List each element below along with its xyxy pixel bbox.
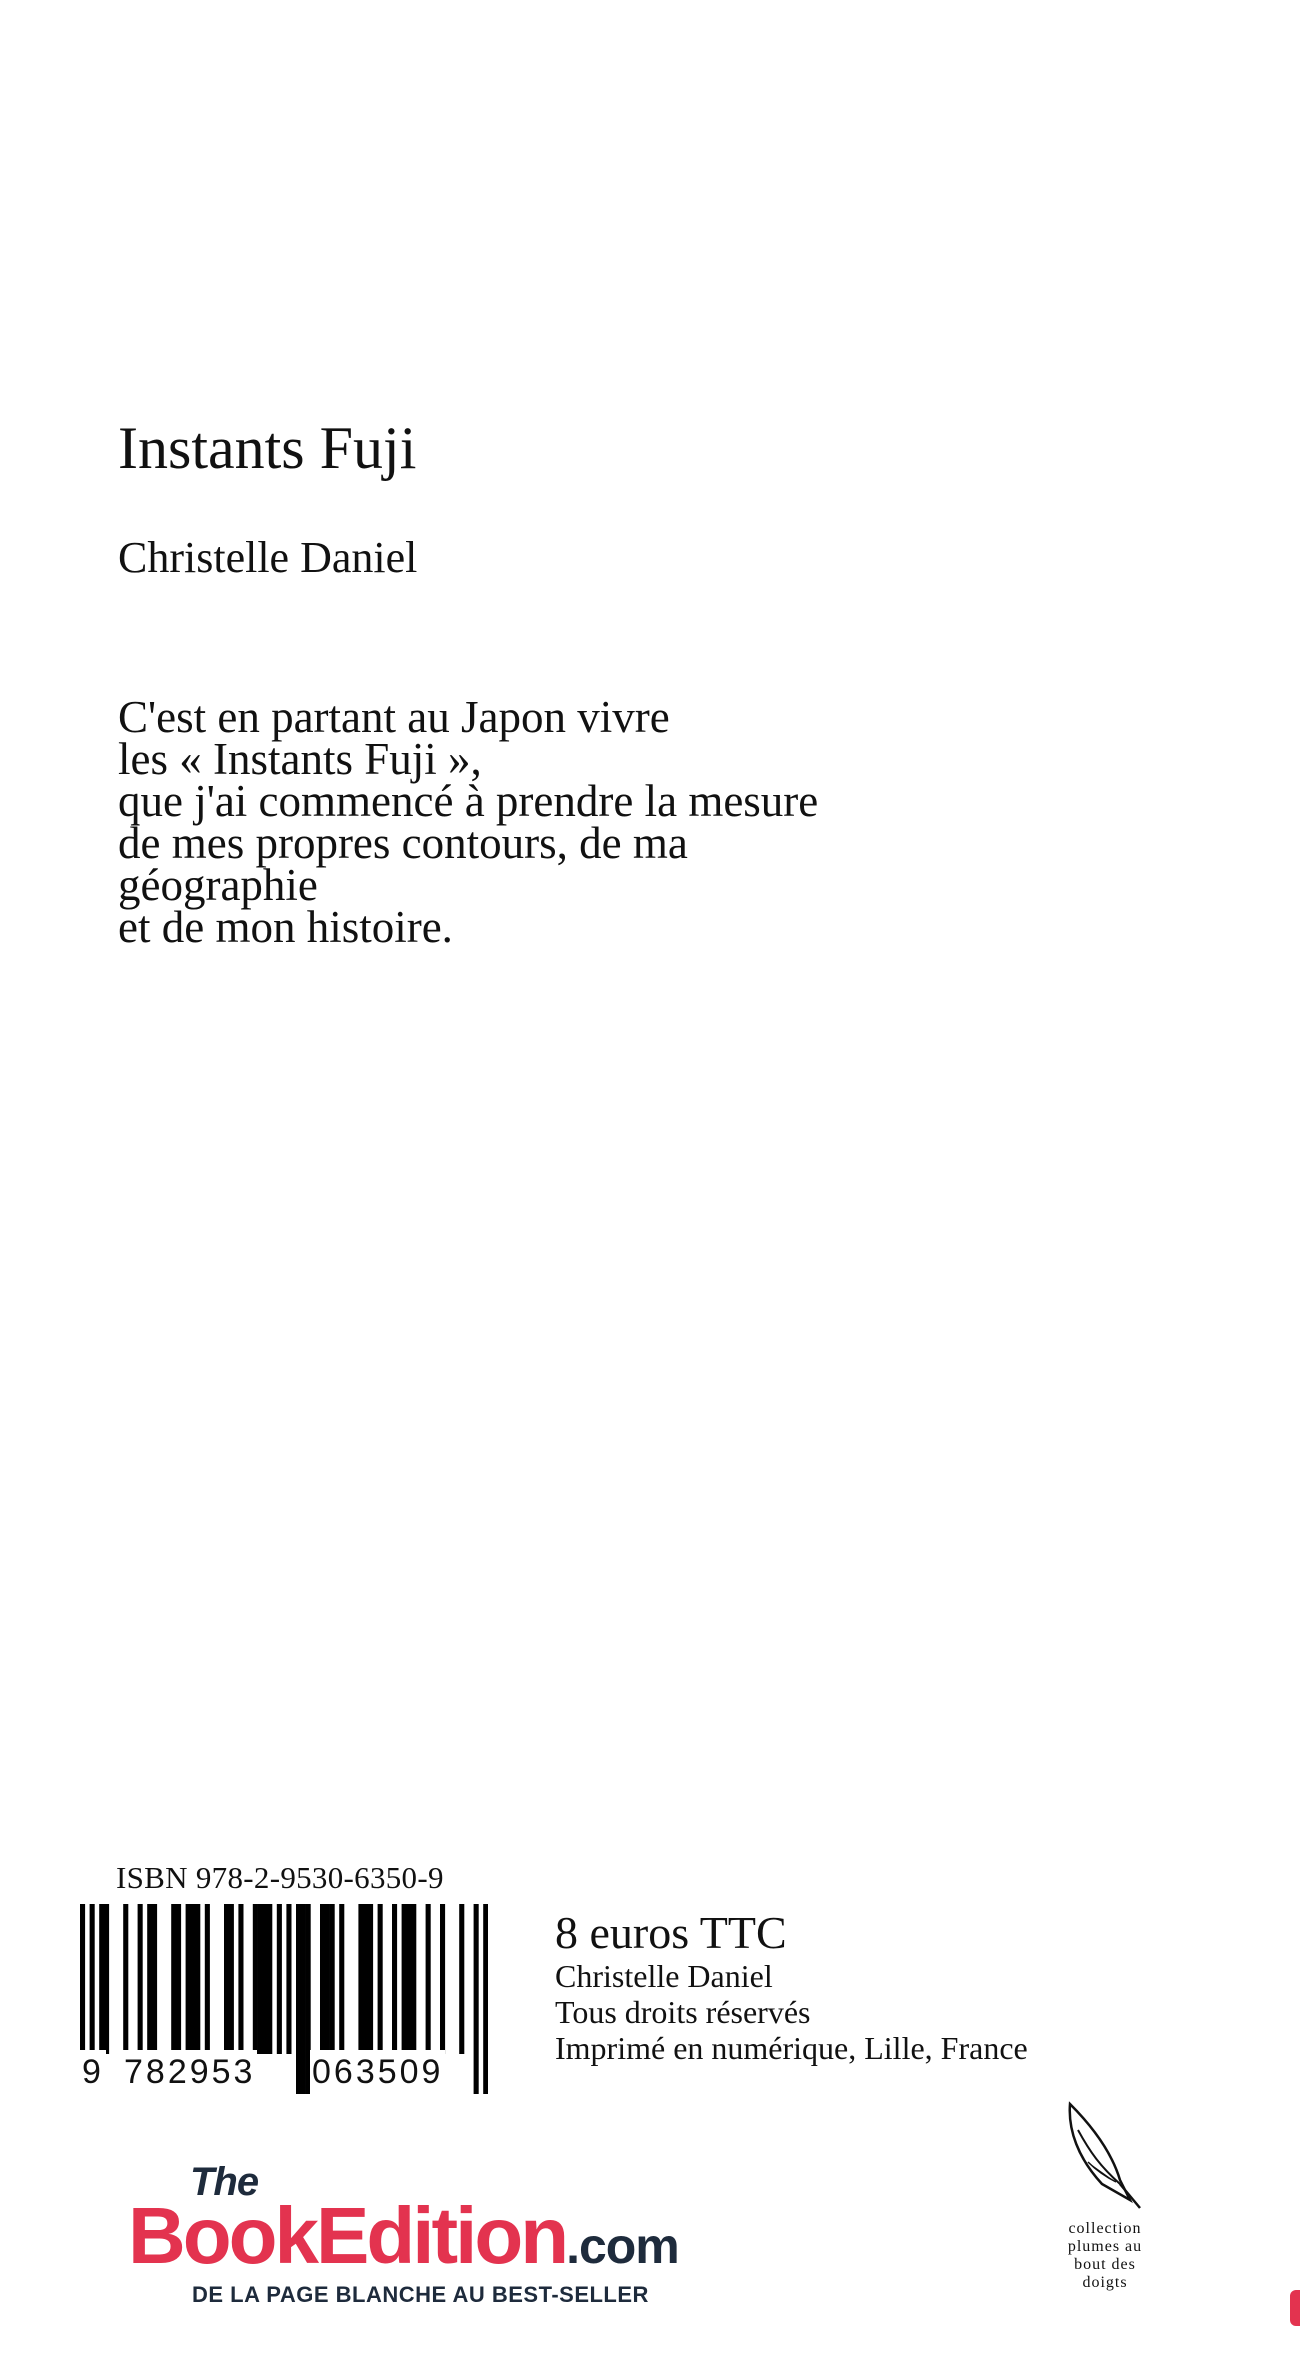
info-author: Christelle Daniel [555,1958,773,1994]
feather-quill-icon [1060,2100,1150,2210]
logo-tagline: DE LA PAGE BLANCHE AU BEST-SELLER [192,2282,649,2307]
barcode-bar [320,1904,325,2054]
barcode-bar [277,1904,282,2054]
barcode-bar [238,1904,243,2054]
barcode-bar [253,1904,258,2054]
barcode-bar [229,1904,234,2054]
logo-brand-main: BookEdition [128,2191,567,2280]
price: 8 euros TTC [555,1907,787,1958]
barcode-bar [368,1904,373,2054]
barcode-bar [358,1904,363,2054]
barcode-bar [426,1904,431,2054]
logo-brand [128,2190,679,2282]
barcode-bar [406,1904,411,2054]
book-author: Christelle Daniel [118,533,418,582]
barcode-bar [205,1904,210,2054]
barcode-bar [440,1904,445,2054]
barcode-first-digit: 9 [80,2050,106,2094]
barcode-bar [330,1904,335,2054]
barcode-bar [224,1904,229,2054]
barcode-right-group: 063509 [310,2050,445,2094]
barcode-digits [80,2050,490,2094]
edge-mark [1290,2290,1300,2326]
barcode-bar [262,1904,267,2054]
isbn-label: ISBN 978-2-9530-6350-9 [116,1860,444,1895]
blurb-line: géographie [118,860,318,910]
barcode-bar [195,1904,200,2054]
barcode-bar [99,1904,104,2054]
collection-line: bout des [1074,2256,1136,2273]
barcode-bar [186,1904,191,2054]
collection-line: collection [1068,2220,1142,2237]
logo-brand-suffix: .com [566,2218,679,2274]
barcode-bar [411,1904,416,2054]
barcode-left-group: 782953 [122,2050,257,2094]
barcode-bar [339,1904,344,2054]
logo-the: The [190,2160,259,2204]
barcode-bar [402,1904,407,2054]
bookedition-logo [128,2160,728,2310]
barcode-bar [363,1904,368,2054]
barcode-bar [152,1904,157,2054]
barcode-bar [147,1904,152,2054]
blurb-line: les « Instants Fuji », [118,734,482,784]
barcode-bar [459,1904,464,2054]
blurb-line: de mes propres contours, de ma [118,818,688,868]
collection-label [1040,2220,1170,2292]
barcode-bar [267,1904,272,2054]
barcode-bar [378,1904,383,2054]
barcode-bar [286,1904,291,2054]
info-printing: Imprimé en numérique, Lille, France [555,2030,1028,2066]
info-rights: Tous droits réservés [555,1994,811,2030]
barcode-bar [171,1904,176,2054]
collection-line: doigts [1082,2274,1128,2291]
barcode-bar [392,1904,397,2054]
blurb-line: que j'ai commencé à prendre la mesure [118,776,819,826]
back-cover-blurb [118,692,1018,952]
barcode-bar [190,1904,195,2054]
barcode-bar [123,1904,128,2054]
blurb-line: et de mon histoire. [118,902,453,952]
blurb-line: C'est en partant au Japon vivre [118,692,670,742]
barcode-bar [258,1904,263,2054]
barcode-bar [104,1904,109,2054]
barcode-bar [176,1904,181,2054]
collection-line: plumes au [1067,2238,1143,2255]
barcode-bar [325,1904,330,2054]
barcode-bar [138,1904,143,2054]
book-title: Instants Fuji [118,415,417,481]
